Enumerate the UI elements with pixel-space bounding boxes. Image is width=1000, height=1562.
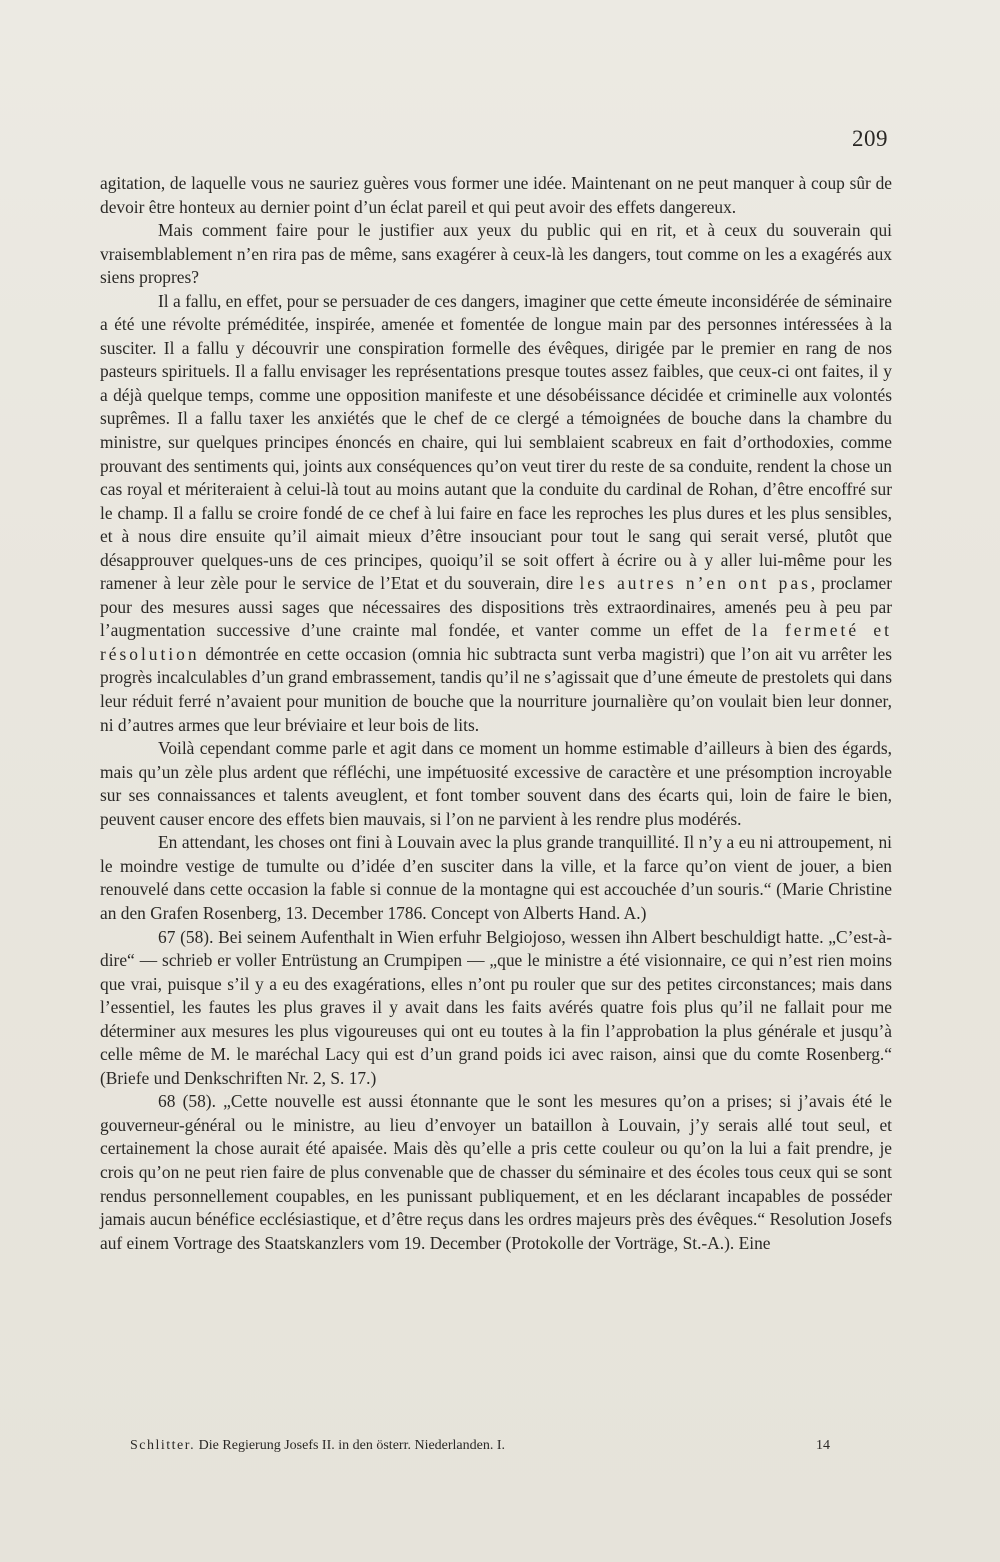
paragraph bbox=[100, 290, 892, 737]
spaced-emphasis: la fermeté et résolution bbox=[100, 620, 892, 664]
footer-title: Die Regierung Josefs II. in den österr. Niederlanden. I. bbox=[198, 1438, 506, 1453]
paragraph-continuation: agitation, de laquelle vous ne sauriez guères vous former une idée. Maintenant on ne peut manquer à coup sûr de devoir être honteux au dernier point d’un éclat pareil et qui peut avoir des effets dangereux. bbox=[100, 173, 892, 217]
note-paragraph bbox=[100, 1090, 892, 1255]
paragraph-text: , proclamer pour des mesures aussi sages que nécessaires des dispositions très extraordinaires, amenés peu à peu par l’augmentation successive d’une crainte mal fondée, et vanter comme un effet de bbox=[100, 573, 892, 641]
footer-signature: 14 bbox=[816, 1438, 830, 1453]
note-text: „Cette nouvelle est aussi étonnante que le sont les mesures qu’on a prises; si j’avais été le gouverneur-général ou le ministre, au lieu d’envoyer un bataillon à Louvain, j’y serais allé tout seul, et certainement la chose aurait été apaisée. Mais dès qu’elle a pris cette couleur ou qu’on la lui a fait prendre, je crois qu’on ne peut rien faire de plus convenable que de chasser du séminaire et des écoles tous ceux qui se sont rendus personnellement coupables, en les punissant publiquement, et en les déclarant incapables de posséder jamais aucun bénéfice ecclésiastique, et d’être reçus dans les ordres majeurs près des évêques.“ Resolution Josefs auf einem Vortrage des Staatskanzlers vom 19. December (Protokolle der Vorträge, St.-A.). Eine bbox=[100, 1091, 892, 1253]
footer bbox=[130, 1438, 830, 1454]
footer-author: Schlitter. bbox=[130, 1438, 196, 1453]
page-number: 209 bbox=[852, 126, 888, 151]
note-text: Bei seinem Aufenthalt in Wien erfuhr Belgiojoso, wessen ihn Albert beschuldigt hatte. „C’est-à-dire“ — schrieb er voller Entrüstung an Crumpipen — „que le ministre a été visionnaire, ce qui n’est rien moins que vrai, puisque s’il y a eu des exagérations, elles n’ont pu rouler que sur des petites circonstances; mais dans l’essentiel, les fautes les plus graves il y avait dans les faits avérés quatre fois plus qu’il ne fallait pour me déterminer aux mesures les plus vigoureuses qui ont eu toutes à la fin l’approbation la plus générale et jusqu’à celle même de M. le maréchal Lacy qui est d’un grand poids ici avec raison, ainsi que du comte Rosenberg.“ (Briefe und Denkschriften Nr. 2, S. 17.) bbox=[100, 926, 892, 1088]
paragraph-text: Il a fallu, en effet, pour se persuader de ces dangers, imaginer que cette émeute inconsidérée de séminaire a été une révolte préméditée, inspirée, amenée et fomentée de longue main par des personnes intéressées à la susciter. Il a fallu y découvrir une conspiration formelle des évêques, dirigée par le premier en rang de nos pasteurs spirituels. Il a fallu envisager les représentations presque toutes assez faibles, que ceux-ci ont faites, il y a déjà quelque temps, comme une opposition manifeste et une désobéissance décidée et criminelle aux volontés suprêmes. Il a fallu taxer les anxiétés que le chef de ce clergé a témoignées de bouche dans la chambre du ministre, sur quelques principes énoncés en chaire, qui lui semblaient scabreux en fait d’orthodoxies, comme prouvant des sentiments qui, joints aux conséquences qu’on veut tirer du reste de sa conduite, rendent la chose un cas royal et mériteraient à celui-là tout au moins autant que la conduite du cardinal de Rohan, d’être encoffré sur le champ. Il a fallu se croire fondé de ce chef à lui faire en face les reproches les plus dures et les plus sensibles, et à nous dire ensuite qu’il aimait mieux d’être insouciant pour tout le sang qui serait versé, plutôt que désapprouver quelques-uns de ces principes, quoiqu’il se soit offert à écrire ou à y aller lui-même pour les ramener à leur zèle pour le service de l’Etat et du souverain, dire bbox=[100, 290, 892, 594]
note-number: 67 (58). bbox=[158, 926, 214, 947]
paragraph: Voilà cependant comme parle et agit dans ce moment un homme estimable d’ailleurs à bien des égards, mais qu’un zèle plus ardent que réfléchi, une impétuosité excessive de caractère et une présomption incroyable sur ses connaissances et talents aveuglent, et font tomber souvent dans des écarts qui, loin de faire le bien, peuvent causer encore des effets bien mauvais, si l’on ne parvient à les rendre plus modérés. bbox=[100, 738, 892, 829]
body-text bbox=[100, 172, 892, 1255]
paragraph: En attendant, les choses ont fini à Louvain avec la plus grande tranquillité. Il n’y a eu ni attroupement, ni le moindre vestige de tumulte ou d’idée d’en susciter dans la ville, et la farce qu’on vient de jouer, a bien renouvelé dans cette occasion la fable si connue de la montagne qui est accouchée d’un souris.“ (Marie Christine an den Grafen Rosenberg, 13. December 1786. Concept von Alberts Hand. A.) bbox=[100, 832, 892, 923]
paragraph-text: démontrée en cette occasion (omnia hic subtracta sunt verba magistri) que l’on ait vu arrêter les progrès incalculables d’un grand embrassement, tandis qu’il ne s’agissait que d’une émeute de prestolets qui dans leur réduit ferré n’avaient pour munition de bouche que la nourriture journalière qu’on voulait bien leur donner, ni d’autres armes que leur bréviaire et leur bois de lits. bbox=[100, 643, 892, 735]
paragraph: Mais comment faire pour le justifier aux yeux du public qui en rit, et à ceux du souverain qui vraisemblablement n’en rira pas de même, sans exagérer à ceux-là les dangers, tout comme on les a exagérés aux siens propres? bbox=[100, 220, 892, 288]
spaced-emphasis: les autres n’en ont pas bbox=[579, 573, 811, 594]
note-number: 68 (58). bbox=[158, 1091, 216, 1112]
note-paragraph bbox=[100, 926, 892, 1091]
footer-citation bbox=[130, 1438, 505, 1454]
